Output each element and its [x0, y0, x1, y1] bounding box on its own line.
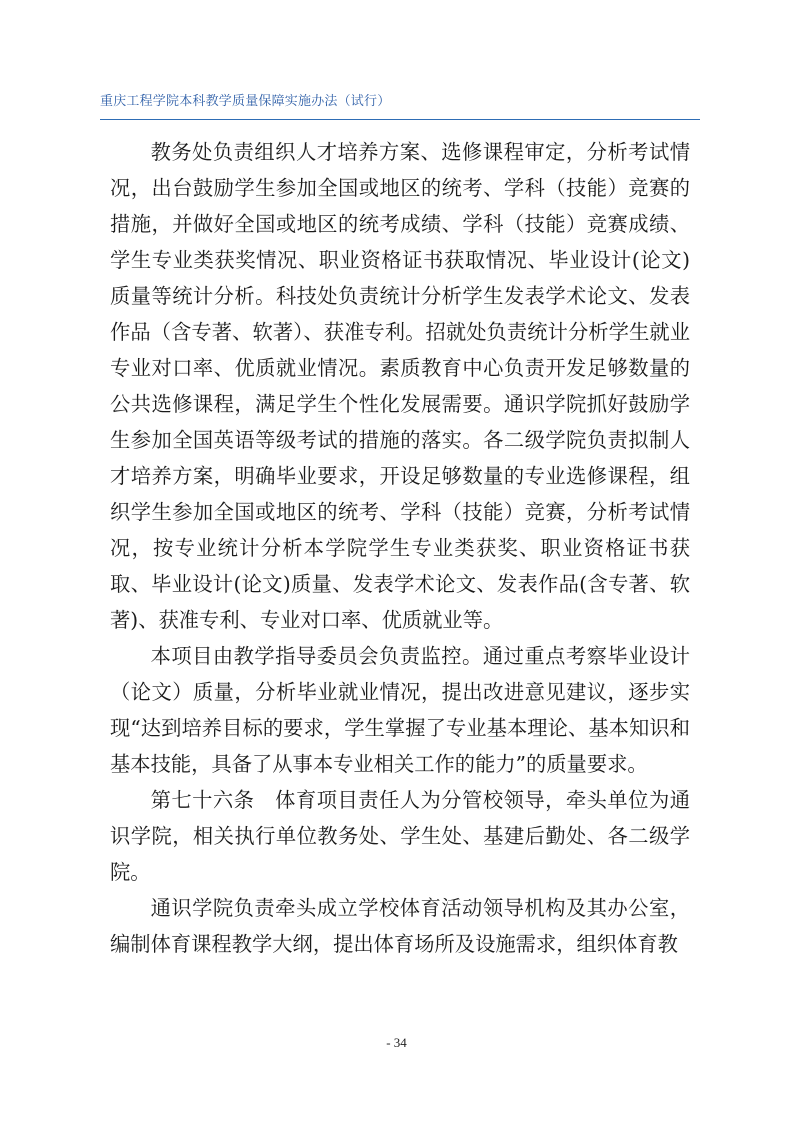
paragraph-general-college: 通识学院负责牵头成立学校体育活动领导机构及其办公室，编制体育课程教学大纲，提出体育场所及设施需求，组织体育教: [110, 896, 690, 956]
paragraph-article-76: 第七十六条 体育项目责任人为分管校领导，牵头单位为通识学院，相关执行单位教务处、学生处、基建后勤处、各二级学院。: [110, 788, 690, 884]
page-footer: [0, 1032, 793, 1051]
paragraph-responsibilities: 教务处负责组织人才培养方案、选修课程审定，分析考试情况，出台鼓励学生参加全国或地区的统考、学科（技能）竞赛的措施，并做好全国或地区的统考成绩、学科（技能）竞赛成绩、学生专业类获奖情况、职业资格证书获取情况、毕业设计(论文)质量等统计分析。科技处负责统计分析学生发表学术论文、发表作品（含专著、软著）、获准专利。招就处负责统计分析学生就业专业对口率、优质就业情况。素质教育中心负责开发足够数量的公共选修课程，满足学生个性化发展需要。通识学院抓好鼓励学生参加全国英语等级考试的措施的落实。各二级学院负责拟制人才培养方案，明确毕业要求，开设足够数量的专业选修课程，组织学生参加全国或地区的统考、学科（技能）竞赛，分析考试情况，按专业统计分析本学院学生专业类获奖、职业资格证书获取、毕业设计(论文)质量、发表学术论文、发表作品(含专著、软著)、获准专利、专业对口率、优质就业等。: [110, 140, 690, 632]
document-title: 重庆工程学院本科教学质量保障实施办法（试行）: [100, 94, 391, 109]
paragraph-monitoring: 本项目由教学指导委员会负责监控。通过重点考察毕业设计（论文）质量，分析毕业就业情况，提出改进意见建议，逐步实现“达到培养目标的要求，学生掌握了专业基本理论、基本知识和基本技能，具备了从事本专业相关工作的能力”的质量要求。: [110, 644, 690, 776]
header-divider: [100, 119, 700, 120]
page-header: [100, 93, 700, 120]
page-number: - 34: [386, 1035, 407, 1050]
body-text: [110, 134, 690, 962]
